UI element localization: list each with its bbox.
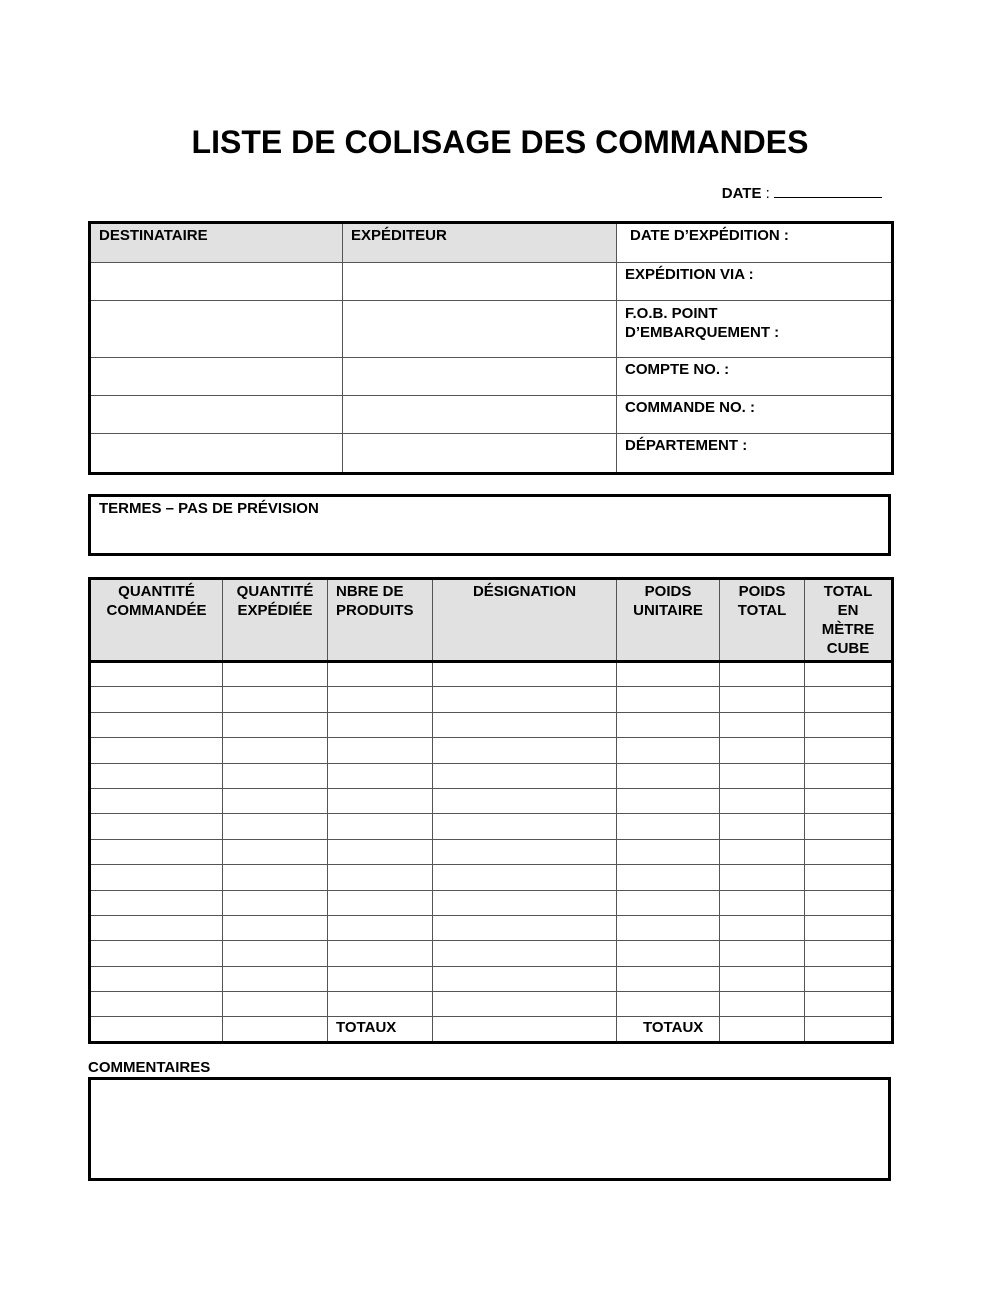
- item-cell[interactable]: [805, 839, 893, 864]
- item-cell[interactable]: [433, 1017, 617, 1042]
- item-cell[interactable]: [223, 687, 328, 712]
- comments-label: COMMENTAIRES: [88, 1059, 211, 1076]
- item-row: [90, 788, 893, 813]
- item-cell[interactable]: [328, 738, 433, 763]
- item-cell[interactable]: [805, 865, 893, 890]
- item-cell[interactable]: [223, 712, 328, 737]
- item-cell[interactable]: [720, 992, 805, 1017]
- item-row: [90, 712, 893, 737]
- total-volume-cell[interactable]: [805, 1017, 893, 1042]
- item-cell[interactable]: [805, 662, 893, 687]
- item-cell[interactable]: [223, 890, 328, 915]
- expediteur-header: EXPÉDITEUR: [343, 223, 617, 263]
- header-quantite-expediee: QUANTITÉ EXPÉDIÉE: [223, 579, 328, 662]
- item-cell[interactable]: [617, 712, 720, 737]
- item-cell[interactable]: [617, 788, 720, 813]
- item-row: [90, 763, 893, 788]
- item-row: [90, 865, 893, 890]
- item-cell[interactable]: [223, 1017, 328, 1042]
- item-cell[interactable]: [433, 712, 617, 737]
- item-cell[interactable]: [617, 662, 720, 687]
- item-row: [90, 915, 893, 940]
- item-cell[interactable]: [617, 814, 720, 839]
- terms-label: TERMES – PAS DE PRÉVISION: [99, 500, 319, 517]
- item-cell[interactable]: [90, 992, 223, 1017]
- item-cell[interactable]: [720, 738, 805, 763]
- item-row: [90, 992, 893, 1017]
- item-cell[interactable]: [433, 662, 617, 687]
- item-cell[interactable]: [720, 915, 805, 940]
- item-cell[interactable]: [328, 788, 433, 813]
- item-cell[interactable]: [223, 966, 328, 991]
- item-cell[interactable]: [805, 788, 893, 813]
- field-departement[interactable]: DÉPARTEMENT :: [617, 434, 893, 474]
- expediteur-cell[interactable]: [343, 434, 617, 474]
- item-row: [90, 662, 893, 687]
- destinataire-cell[interactable]: [90, 358, 343, 396]
- item-cell[interactable]: [223, 763, 328, 788]
- item-cell[interactable]: [805, 992, 893, 1017]
- totals-label: TOTAUX: [328, 1017, 433, 1042]
- item-cell[interactable]: [433, 915, 617, 940]
- item-row: [90, 814, 893, 839]
- item-row: [90, 966, 893, 991]
- item-cell[interactable]: [433, 687, 617, 712]
- item-cell[interactable]: [90, 788, 223, 813]
- destinataire-cell[interactable]: [90, 434, 343, 474]
- item-cell[interactable]: [720, 788, 805, 813]
- item-cell[interactable]: [720, 941, 805, 966]
- item-cell[interactable]: [433, 763, 617, 788]
- item-cell[interactable]: [720, 966, 805, 991]
- item-cell[interactable]: [90, 839, 223, 864]
- item-cell[interactable]: [720, 890, 805, 915]
- destinataire-cell[interactable]: [90, 263, 343, 301]
- item-cell[interactable]: [328, 763, 433, 788]
- item-cell[interactable]: [805, 763, 893, 788]
- field-compte-no[interactable]: COMPTE NO. :: [617, 358, 893, 396]
- item-cell[interactable]: [433, 839, 617, 864]
- destinataire-header: DESTINATAIRE: [90, 223, 343, 263]
- item-cell[interactable]: [328, 890, 433, 915]
- items-table: [88, 577, 894, 1044]
- item-cell[interactable]: [433, 941, 617, 966]
- total-poids-cell[interactable]: [720, 1017, 805, 1042]
- item-cell[interactable]: [805, 814, 893, 839]
- item-cell[interactable]: [328, 966, 433, 991]
- item-cell[interactable]: [805, 890, 893, 915]
- item-cell[interactable]: [90, 865, 223, 890]
- item-cell[interactable]: [328, 915, 433, 940]
- item-cell[interactable]: [223, 865, 328, 890]
- destinataire-cell[interactable]: [90, 301, 343, 358]
- field-commande-no[interactable]: COMMANDE NO. :: [617, 396, 893, 434]
- item-cell[interactable]: [720, 763, 805, 788]
- item-cell[interactable]: [223, 941, 328, 966]
- expediteur-cell[interactable]: [343, 396, 617, 434]
- item-cell[interactable]: [90, 814, 223, 839]
- date-input-line[interactable]: [774, 183, 882, 198]
- item-cell[interactable]: [617, 738, 720, 763]
- item-row: [90, 738, 893, 763]
- date-separator: :: [761, 185, 774, 202]
- item-row: [90, 890, 893, 915]
- item-cell[interactable]: [90, 712, 223, 737]
- item-cell[interactable]: [223, 738, 328, 763]
- item-cell[interactable]: [90, 1017, 223, 1042]
- expediteur-cell[interactable]: [343, 358, 617, 396]
- item-cell[interactable]: [617, 687, 720, 712]
- item-cell[interactable]: [617, 890, 720, 915]
- field-fob-point[interactable]: F.O.B. POINT D’EMBARQUEMENT :: [617, 301, 893, 358]
- header-nbre-produits: NBRE DE PRODUITS: [328, 579, 433, 662]
- header-total-metre-cube: TOTAL EN MÈTRE CUBE: [805, 579, 893, 662]
- item-cell[interactable]: [720, 687, 805, 712]
- item-cell[interactable]: [617, 839, 720, 864]
- item-cell[interactable]: [328, 712, 433, 737]
- item-cell[interactable]: [90, 738, 223, 763]
- item-cell[interactable]: [433, 966, 617, 991]
- item-cell[interactable]: [328, 865, 433, 890]
- comments-box[interactable]: [88, 1077, 891, 1181]
- item-row: [90, 941, 893, 966]
- terms-box[interactable]: [88, 494, 891, 556]
- item-cell[interactable]: [805, 738, 893, 763]
- item-cell[interactable]: [90, 662, 223, 687]
- item-cell[interactable]: [805, 712, 893, 737]
- header-poids-unitaire: POIDS UNITAIRE: [617, 579, 720, 662]
- item-cell[interactable]: [617, 992, 720, 1017]
- item-cell[interactable]: [617, 763, 720, 788]
- page-title: LISTE DE COLISAGE DES COMMANDES: [191, 124, 809, 160]
- item-cell[interactable]: [328, 814, 433, 839]
- date-label: DATE: [721, 185, 762, 202]
- item-cell[interactable]: [805, 941, 893, 966]
- header-designation: DÉSIGNATION: [433, 579, 617, 662]
- item-cell[interactable]: [617, 915, 720, 940]
- item-cell[interactable]: [223, 839, 328, 864]
- item-cell[interactable]: [805, 687, 893, 712]
- totals-row: [90, 1017, 893, 1042]
- item-cell[interactable]: [328, 992, 433, 1017]
- expediteur-cell[interactable]: [343, 301, 617, 358]
- item-cell[interactable]: [720, 865, 805, 890]
- shipping-table: [88, 221, 894, 475]
- item-cell[interactable]: [223, 915, 328, 940]
- item-cell[interactable]: [433, 814, 617, 839]
- item-cell[interactable]: [328, 662, 433, 687]
- item-row: [90, 687, 893, 712]
- item-cell[interactable]: [433, 865, 617, 890]
- item-cell[interactable]: [617, 966, 720, 991]
- item-cell[interactable]: [720, 662, 805, 687]
- item-cell[interactable]: [328, 687, 433, 712]
- item-cell[interactable]: [720, 712, 805, 737]
- destinataire-cell[interactable]: [90, 396, 343, 434]
- item-cell[interactable]: [223, 788, 328, 813]
- item-cell[interactable]: [433, 738, 617, 763]
- item-cell[interactable]: [90, 687, 223, 712]
- item-cell[interactable]: [223, 992, 328, 1017]
- item-cell[interactable]: [720, 839, 805, 864]
- item-cell[interactable]: [223, 814, 328, 839]
- item-cell[interactable]: [90, 890, 223, 915]
- expediteur-cell[interactable]: [343, 263, 617, 301]
- item-cell[interactable]: [328, 839, 433, 864]
- item-cell[interactable]: [805, 915, 893, 940]
- item-cell[interactable]: [433, 890, 617, 915]
- item-cell[interactable]: [433, 788, 617, 813]
- field-date-expedition[interactable]: DATE D’EXPÉDITION :: [617, 223, 893, 263]
- totals-label: TOTAUX: [617, 1017, 720, 1042]
- item-cell[interactable]: [805, 966, 893, 991]
- item-cell[interactable]: [223, 662, 328, 687]
- header-quantite-commandee: QUANTITÉ COMMANDÉE: [90, 579, 223, 662]
- item-cell[interactable]: [617, 865, 720, 890]
- date-field: [722, 183, 882, 202]
- item-cell[interactable]: [328, 941, 433, 966]
- item-cell[interactable]: [617, 941, 720, 966]
- item-cell[interactable]: [433, 992, 617, 1017]
- item-cell[interactable]: [90, 763, 223, 788]
- field-expedition-via[interactable]: EXPÉDITION VIA :: [617, 263, 893, 301]
- item-cell[interactable]: [90, 915, 223, 940]
- header-poids-total: POIDS TOTAL: [720, 579, 805, 662]
- item-cell[interactable]: [720, 814, 805, 839]
- item-cell[interactable]: [90, 941, 223, 966]
- item-row: [90, 839, 893, 864]
- item-cell[interactable]: [90, 966, 223, 991]
